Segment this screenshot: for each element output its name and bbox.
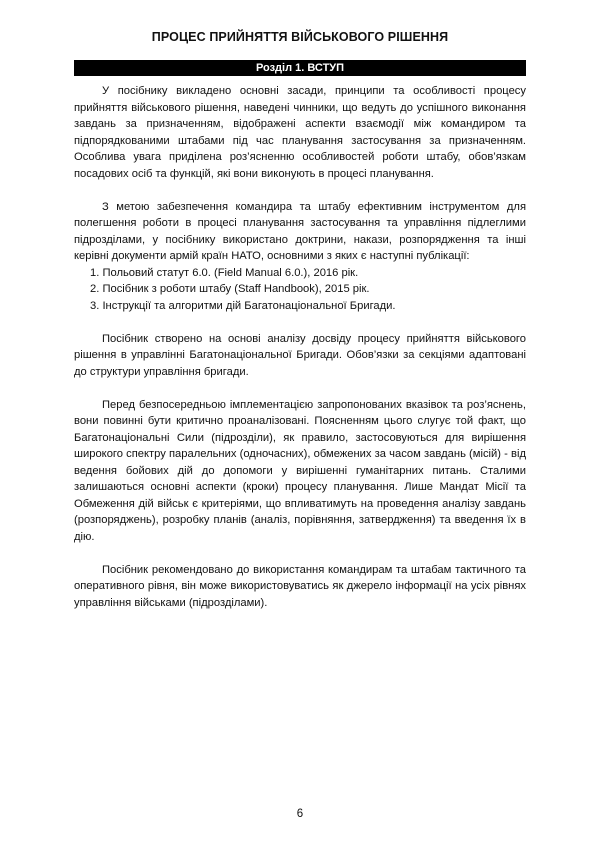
page-number: 6 [296, 808, 304, 820]
section-heading: Розділ 1. ВСТУП [74, 60, 526, 76]
document-body [74, 83, 526, 628]
list-item: 1. Польовий статут 6.0. (Field Manual 6.0.), 2016 рік. [90, 266, 359, 279]
paragraph-recommendation: Посібник рекомендовано до використання командирам та штабам тактичного та оперативного рівня, він може використовуватись як джерело інформації на усіх рівнях управління військами (підрозділами). [74, 563, 526, 609]
paragraph-purpose: З метою забезпечення командира та штабу ефективним інструментом для полегшення роботи в процесі планування застосування та управління підлеглими підрозділами, у посібнику використано доктрини, накази, розпорядження та інші керівні документи армій країн НАТО, основними з яких є наступні публікації: [74, 200, 526, 262]
list-item: 3. Інструкції та алгоритми дій Багатонаціональної Бригади. [90, 299, 396, 312]
paragraph-implementation: Перед безпосередньою імплементацією запропонованих вказівок та роз’яснень, вони повинні бути критично проаналізовані. Поясненням цього слугує той факт, що Багатонаціональні Сили (підрозділи), як правило, застосовуються для вирішення широкого спектру паралельних (одночасних), обмежених за часом завдань (місій) - від ведення бойових дій до допомоги у вирішенні гуманітарних питань. Сталими залишаються основні аспекти (кроки) процесу планування. Лише Мандат Місії та Обмеження дій військ є критеріями, що впливатимуть на проведення аналізу завдань (розпоряджень), розробку планів (аналіз, порівняння, затвердження) та введення їх в дію. [74, 398, 526, 543]
publications-list [74, 265, 526, 315]
paragraph-basis: Посібник створено на основі аналізу досвіду процесу прийняття військового рішення в управлінні Багатонаціональної Бригади. Обов’язки за секціями адаптовані до структури управління бригади. [74, 332, 526, 378]
document-title: ПРОЦЕС ПРИЙНЯТТЯ ВІЙСЬКОВОГО РІШЕННЯ [151, 30, 449, 44]
list-item: 2. Посібник з роботи штабу (Staff Handbook), 2015 рік. [90, 283, 370, 295]
paragraph-intro: У посібнику викладено основні засади, принципи та особливості процесу прийняття військового рішення, наведені чинники, що ведуть до успішного виконання завдань за призначенням, відображені аспекти взаємодії між командиром та підпорядкованими штабами під час планування застосування за призначенням. Особлива увага приділена роз’ясненню особливостей роботи штабу, обов’язкам посадових осіб та функцій, які вони виконують в процесі планування. [74, 85, 526, 180]
